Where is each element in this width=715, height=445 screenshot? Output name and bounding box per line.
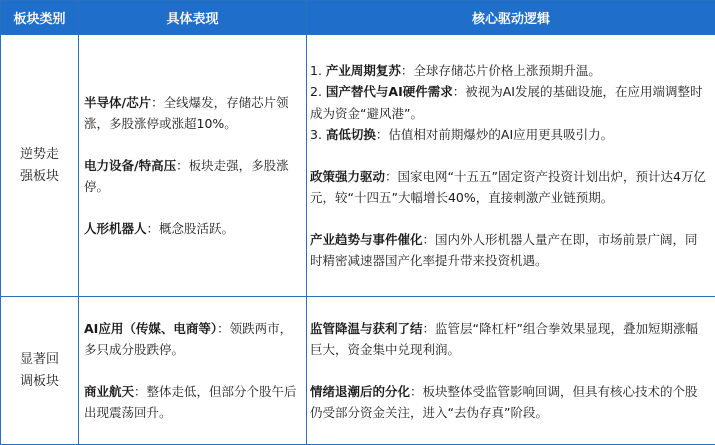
category-label: 逆势走强板块 — [19, 146, 59, 184]
logic-cell — [307, 35, 715, 297]
logic-cell — [307, 297, 715, 445]
category-cell — [1, 297, 79, 445]
performance-cell — [79, 297, 307, 445]
logic-item: 政策强力驱动：国家电网“十五五”固定资产投资计划出炉，预计达4万亿元，较“十四五”大幅增长40%，直接刺激产业链预期。 — [310, 168, 706, 205]
category-label: 显著回调板块 — [19, 351, 59, 389]
performance-item: 商业航天：整体走低，但部分个股午后出现震荡回升。 — [84, 383, 297, 420]
logic-item: 监管降温与获利了结：监管层“降杠杆”组合拳效果显现，叠加短期涨幅巨大，资金集中兑现利润。 — [310, 320, 698, 357]
logic-item: 产业趋势与事件催化：国内外人形机器人量产在即，市场前景广阔，同时精密减速器国产化率提升带来投资机遇。 — [310, 231, 698, 268]
logic-item: 3. 高低切换：估值相对前期爆炒的AI应用更具吸引力。 — [310, 127, 614, 142]
table-header-row — [1, 1, 715, 35]
header-logic: 核心驱动逻辑 — [307, 1, 715, 35]
logic-item: 1. 产业周期复苏：全球存储芯片价格上涨预期升温。 — [310, 62, 601, 78]
table-row — [1, 297, 715, 445]
logic-item: 情绪退潮后的分化：板块整体受监管影响回调，但具有核心技术的个股仍受部分资金关注，进入“去伪存真”阶段。 — [310, 383, 698, 420]
performance-item: 电力设备/特高压：板块走强，多股涨停。 — [84, 157, 289, 195]
header-category: 板块类别 — [1, 1, 79, 35]
table-row — [1, 35, 715, 297]
performance-item: 人形机器人：概念股活跃。 — [84, 220, 235, 236]
performance-item: AI应用（传媒、电商等）：领跌两市，多只成分股跌停。 — [84, 320, 293, 357]
category-cell — [1, 35, 79, 297]
logic-item: 2. 国产替代与AI硬件需求：被视为AI发展的基础设施，在应用端调整时成为资金“避风港”。 — [310, 84, 703, 121]
header-performance: 具体表现 — [79, 1, 307, 35]
performance-cell — [79, 35, 307, 297]
performance-item: 半导体/芯片：全线爆发，存储芯片领涨，多股涨停或涨超10%。 — [84, 94, 289, 132]
